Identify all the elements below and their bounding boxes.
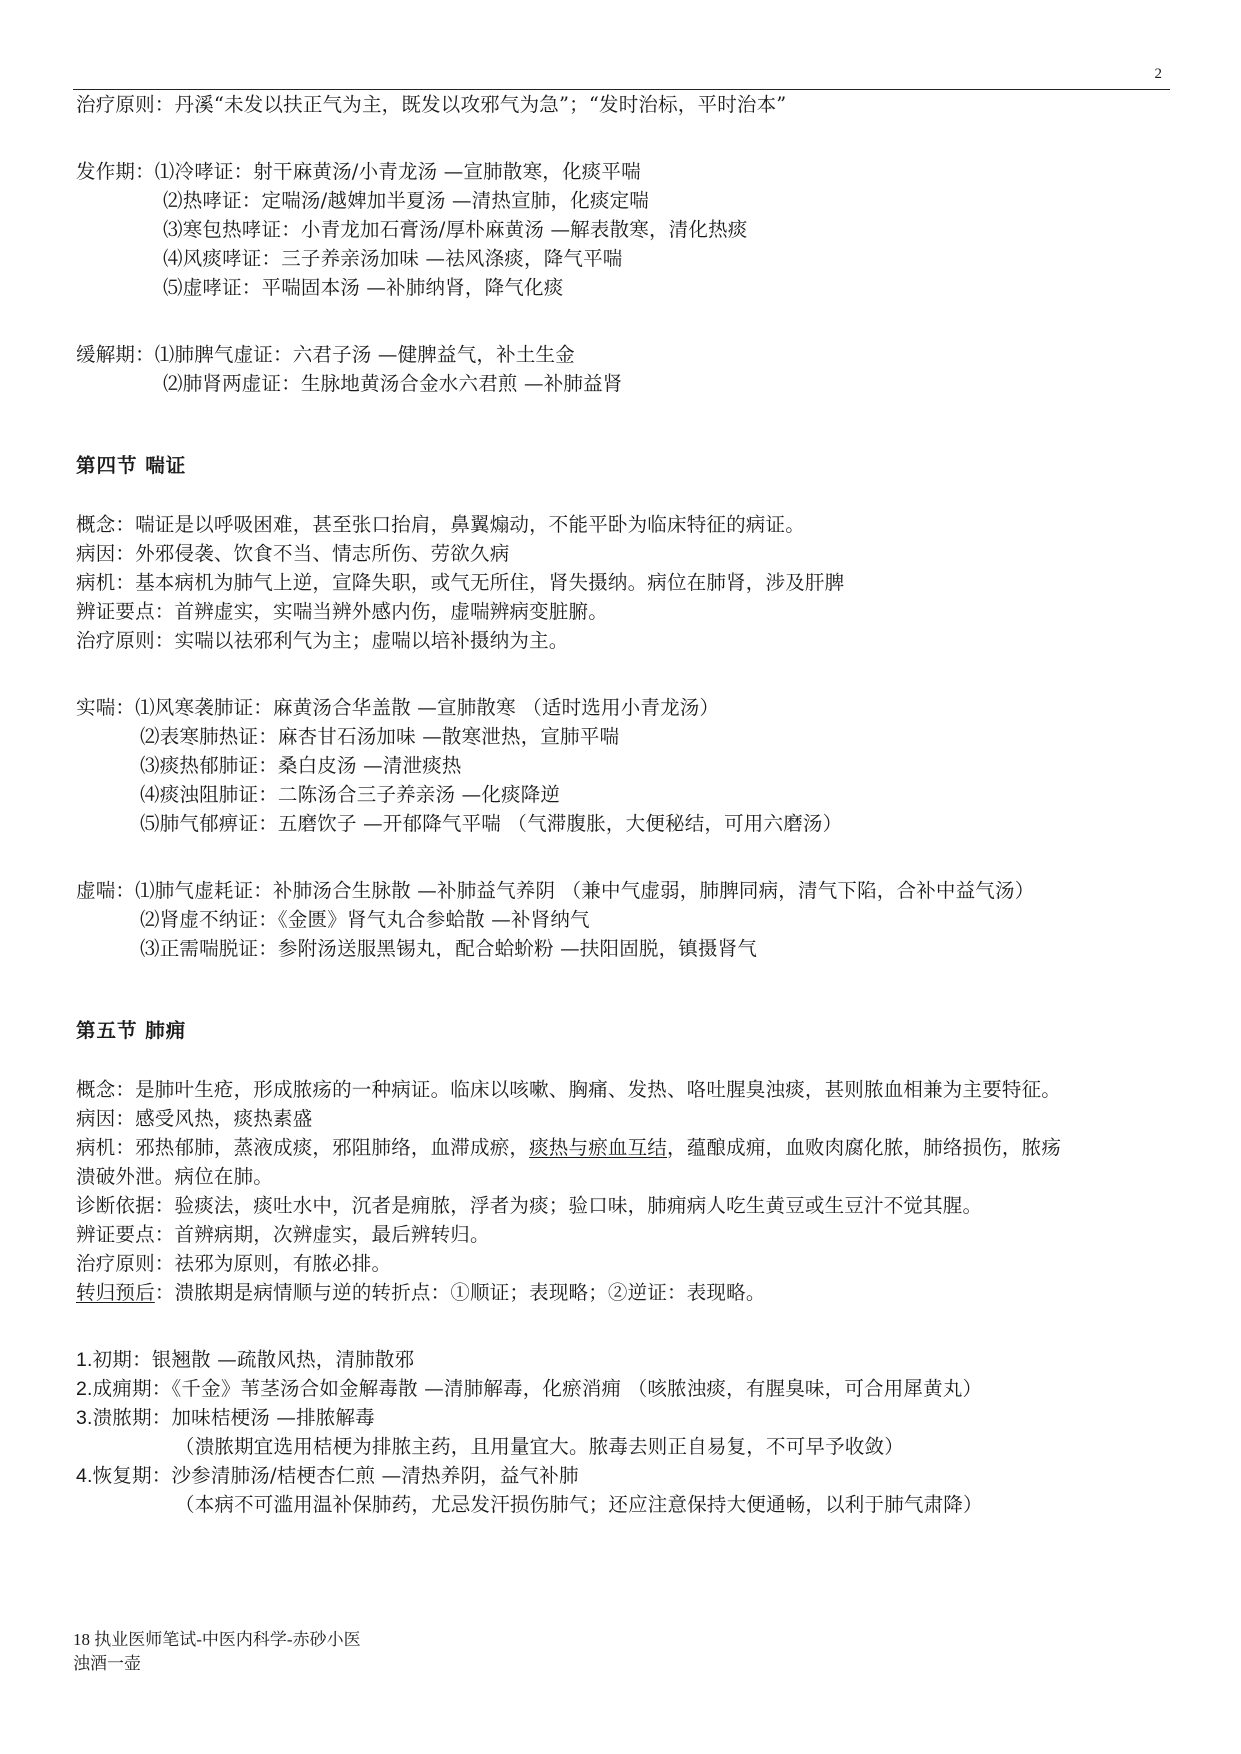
section-heading-5: 第五节 肺痈 <box>76 1019 187 1042</box>
treatment-principle-line: 治疗原则：丹溪“未发以扶正气为主，既发以攻邪气为急”；“发时治标，平时治本” <box>76 93 787 116</box>
diagnosis-key-line: 辨证要点：首辨虚实，实喘当辨外感内伤，虚喘辨病变脏腑。 <box>76 600 608 623</box>
attack-phase-line: ⑸虚哮证：平喘固本汤 —补肺纳肾，降气化痰 <box>163 276 564 299</box>
deficiency-asthma-line: ⑶正需喘脱证：参附汤送服黑锡丸，配合蛤蚧粉 —扶阳固脱，镇摄肾气 <box>140 937 758 960</box>
stage-text: 溃脓期：加味桔梗汤 —排脓解毒 <box>92 1406 375 1429</box>
deficiency-asthma-line: 虚喘：⑴肺气虚耗证：补肺汤合生脉散 —补肺益气养阴 （兼中气虚弱，肺脾同病，清气下陷，合补中益气汤） <box>76 879 1035 902</box>
stage-text: 恢复期：沙参清肺汤/桔梗杏仁煎 —清热养阴，益气补肺 <box>92 1464 579 1487</box>
stage-number: 4. <box>76 1465 93 1487</box>
attack-phase-line: ⑷风痰哮证：三子养亲汤加味 —祛风涤痰，降气平喘 <box>163 247 623 270</box>
stage-line <box>76 1405 375 1431</box>
prognosis-line <box>76 1280 766 1306</box>
footer-source: 18 执业医师笔试-中医内科学-赤砂小医 <box>73 1630 361 1649</box>
footer-author: 浊酒一壶 <box>73 1654 141 1673</box>
attack-phase-line: 发作期：⑴冷哮证：射干麻黄汤/小青龙汤 —宣肺散寒，化痰平喘 <box>76 160 641 183</box>
pathogenesis-underlined-text: 痰热与瘀血互结 <box>529 1136 668 1159</box>
stage-line <box>76 1376 982 1402</box>
treatment-principle-line: 治疗原则：祛邪为原则，有脓必排。 <box>76 1252 392 1275</box>
section-heading-4: 第四节 喘证 <box>76 454 187 477</box>
concept-line: 概念：是肺叶生疮，形成脓疡的一种病证。临床以咳嗽、胸痛、发热、咯吐腥臭浊痰，甚则脓血相兼为主要特征。 <box>76 1078 1062 1101</box>
prognosis-text: ：溃脓期是病情顺与逆的转折点：①顺证；表现略；②逆证：表现略。 <box>154 1281 766 1304</box>
diagnosis-basis-line: 诊断依据：验痰法，痰吐水中，沉者是痈脓，浮者为痰；验口味，肺痈病人吃生黄豆或生豆汁不觉其腥。 <box>76 1194 983 1217</box>
stage-text: 成痈期：《千金》苇茎汤合如金解毒散 —清肺解毒，化瘀消痈 （咳脓浊痰，有腥臭味，可合用犀黄丸） <box>92 1377 983 1400</box>
excess-asthma-line: ⑵表寒肺热证：麻杏甘石汤加味 —散寒泄热，宣肺平喘 <box>140 725 620 748</box>
deficiency-asthma-line: ⑵肾虚不纳证：《金匮》肾气丸合参蛤散 —补肾纳气 <box>140 908 590 931</box>
attack-phase-line: ⑶寒包热哮证：小青龙加石膏汤/厚朴麻黄汤 —解表散寒，清化热痰 <box>163 218 748 241</box>
pathogenesis-line: 病机：基本病机为肺气上逆，宣降失职，或气无所住，肾失摄纳。病位在肺肾，涉及肝脾 <box>76 571 845 594</box>
concept-line: 概念：喘证是以呼吸困难，甚至张口抬肩，鼻翼煽动，不能平卧为临床特征的病证。 <box>76 513 805 536</box>
prognosis-label: 转归预后 <box>76 1281 155 1304</box>
stage-note: （溃脓期宜选用桔梗为排脓主药，且用量宜大。脓毒去则正自易复，不可早予收敛） <box>175 1435 904 1458</box>
pathogenesis-line <box>76 1135 1061 1161</box>
excess-asthma-line: ⑷痰浊阻肺证：二陈汤合三子养亲汤 —化痰降逆 <box>140 783 561 806</box>
diagnosis-key-line: 辨证要点：首辨病期，次辨虚实，最后辨转归。 <box>76 1223 490 1246</box>
pathogenesis-line-continued: 溃破外泄。病位在肺。 <box>76 1165 274 1188</box>
cause-line: 病因：外邪侵袭、饮食不当、情志所伤、劳欲久病 <box>76 542 510 565</box>
pathogenesis-text: ，蕴酿成痈，血败肉腐化脓，肺络损伤，脓疡 <box>667 1136 1062 1159</box>
stage-number: 2. <box>76 1378 93 1400</box>
stage-number: 3. <box>76 1407 93 1429</box>
excess-asthma-line: ⑸肺气郁痹证：五磨饮子 —开郁降气平喘 （气滞腹胀，大便秘结，可用六磨汤） <box>140 812 843 835</box>
excess-asthma-line: ⑶痰热郁肺证：桑白皮汤 —清泄痰热 <box>140 754 462 777</box>
excess-asthma-line: 实喘：⑴风寒袭肺证：麻黄汤合华盖散 —宣肺散寒 （适时选用小青龙汤） <box>76 696 720 719</box>
stage-text: 初期：银翘散 —疏散风热，清肺散邪 <box>92 1348 415 1371</box>
stage-line <box>76 1463 579 1489</box>
page-number: 2 <box>1154 66 1162 82</box>
cause-line: 病因：感受风热，痰热素盛 <box>76 1107 313 1130</box>
header-rule <box>73 89 1170 90</box>
attack-phase-line: ⑵热哮证：定喘汤/越婢加半夏汤 —清热宣肺，化痰定喘 <box>163 189 649 212</box>
stage-note: （本病不可滥用温补保肺药，尤忌发汗损伤肺气；还应注意保持大便通畅，以利于肺气肃降） <box>175 1493 983 1516</box>
treatment-principle-line: 治疗原则：实喘以祛邪利气为主；虚喘以培补摄纳为主。 <box>76 629 569 652</box>
remission-phase-line: 缓解期：⑴肺脾气虚证：六君子汤 —健脾益气，补土生金 <box>76 343 575 366</box>
remission-phase-line: ⑵肺肾两虚证：生脉地黄汤合金水六君煎 —补肺益肾 <box>163 372 623 395</box>
stage-number: 1. <box>76 1349 93 1371</box>
pathogenesis-text: 病机：邪热郁肺，蒸液成痰，邪阻肺络，血滞成瘀， <box>76 1136 530 1159</box>
stage-line <box>76 1347 414 1373</box>
